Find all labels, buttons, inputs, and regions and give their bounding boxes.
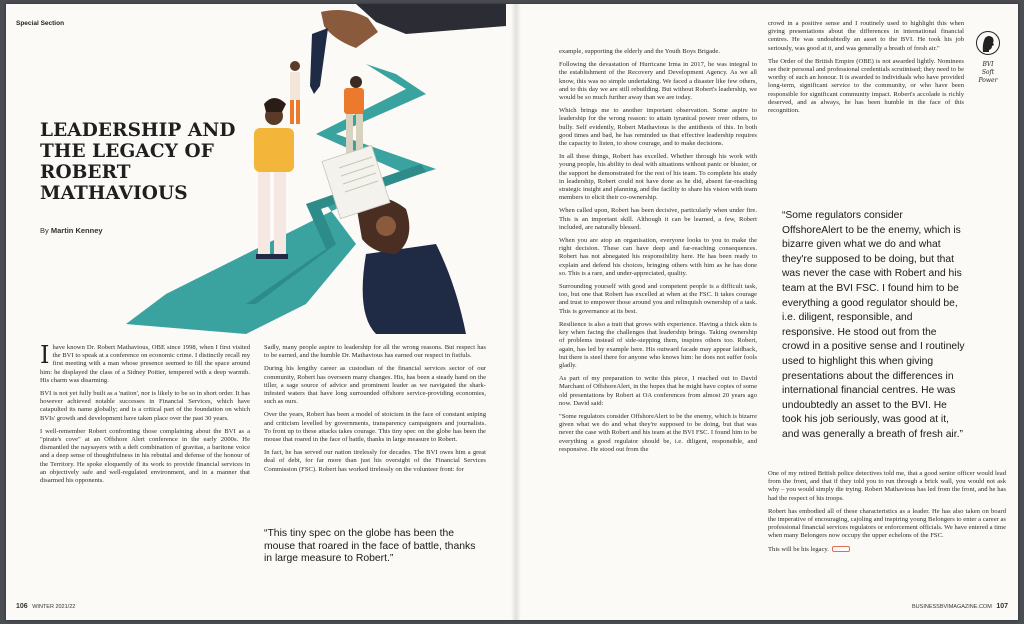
page-gutter xyxy=(511,4,521,620)
paragraph: When you are atop an organisation, everyone looks to you to make the right decision. These can have deep and far-reaching consequences. Robert has not abnegated his responsibility here. He has been ready to explain and defend his choices, bringing others with him as he has done so. This is a rare, and under-appreciated, quality. xyxy=(559,237,757,277)
paragraph: Robert has embodied all of these characteristics as a leader. He has also taken on board the imperative of encouraging, cajoling and inspiring young Belongers to enter a career as professional financial services regulators or enforcement officials. We have entered a time when many Belongers now occupy the upper echelons of the FSC. xyxy=(768,507,1006,540)
author-name: Martin Kenney xyxy=(50,226,103,235)
pen xyxy=(310,28,328,94)
logo-line-3: Power xyxy=(978,77,998,84)
byline-prefix: By xyxy=(40,226,49,235)
paragraph: example, supporting the elderly and the Youth Boys Brigade. xyxy=(559,48,720,55)
footer-left xyxy=(16,603,75,610)
hand-sleeve xyxy=(356,4,506,34)
paragraph: In fact, he has served our nation tirelessly for decades. The BVI owes him a great deal of debt, for far more than just his oversight of the Financial Services Commission (FSC). Robert has worked tirelessly on the volunteer front: for xyxy=(264,449,486,473)
pull-quote-left: “This tiny spec on the globe has been the mouse that roared in the face of battle, thanks in large measure to Robert.” xyxy=(264,528,476,565)
byline xyxy=(40,226,103,235)
issue-label: WINTER 2021/22 xyxy=(32,604,76,610)
paragraph: BVI is not yet fully built as a 'nation', nor is likely to be so in short order. It has however achieved notable successes in Financial Services, which have catapulted its name globally; and is a critical part of the foundation on which BVIs' growth and development have taken place over the past 30 years. xyxy=(40,390,250,422)
column-2 xyxy=(264,344,486,479)
paragraph: crowd in a positive sense and I routinely used to highlight this when giving presentations about the differences in international financial centres. He was undoubtedly an asset to the BVI. He took his job seriously, was good at it, and was generally a breath of fresh air." xyxy=(768,20,964,52)
column-4-bottom xyxy=(768,470,1006,559)
pull-quote-right: “Some regulators consider OffshoreAlert to be the enemy, which is bizarre given what we do and what they're supposed to be doing, but that was never the case with Robert and his team at the BVI FSC. I found him to be everything a good regulator should be, i.e. diligent, responsible, and responsive. He stood out from the crowd in a positive sense and I routinely used to highlight this when giving presentations about the differences in international financial centres. He was undoubtedly an asset to the BVI. He took his job seriously, was good at it, and was generally a breath of fresh air.” xyxy=(782,210,965,440)
paragraph: "Some regulators consider OffshoreAlert to be the enemy, which is bizarre given what we do and what they're supposed to be doing, but that was never the case with Robert and his team at the BVI FSC. I found him to be everything a good regulator should be, i.e. diligent, responsible, and responsive. He stood out from the xyxy=(559,412,757,453)
paragraph: Which brings me to another important observation. Some aspire to leadership for the wrong reason: to attain tyranical power over others, to bully. Self evidently, Robert Mathavious is the antithesis of this. In both good times and bad, he has reminded us that effective leadership requires the capacity to listen, to show courage, and to make decisions. xyxy=(559,107,757,148)
article-headline: LEADERSHIP AND THE LEGACY OF ROBERT MATHAVIOUS xyxy=(40,120,236,204)
drop-cap: I xyxy=(40,341,50,369)
logo-line-2: Soft xyxy=(981,69,995,76)
logo-line-1: BVI xyxy=(982,61,994,68)
paragraph: Resilience is also a trait that grows with experience. Having a thick skin is key when facing the challenges that leadership brings. Taking ownership of problems instead of side-stepping them, inspires others too. Robert, again, has led by example here. His outward facade may appear laidback, but there is steel there for anyone who knows him: he does not suffer fools gladly. xyxy=(559,320,757,369)
woman-body xyxy=(363,244,466,334)
paragraph: Following the devastation of Hurricane Irma in 2017, he was integral to the establishment of the Recovery and Development Agency. As we all know, this was no simple undertaking. We faced a disaster like few others, and to this day we are still rebuilding. But without Robert's leadership, we would be so much further away than we are today. xyxy=(559,61,757,102)
column-1 xyxy=(40,341,250,490)
column-4-top xyxy=(768,20,964,120)
paragraph: Ihave known Dr. Robert Mathavious, OBE since 1998, when I first visited the BVI to speak at a conference on economic crime. I distinctly recall my first meeting with a man whose presence seemed to fill the space around him: he displayed the class of a Sidney Poitier, tempered with a deep warmth. His charm was disarming. xyxy=(40,341,250,384)
site-url: BUSINESSBVIMAGAZINE.COM xyxy=(912,604,992,610)
paragraph: Sadly, many people aspire to leadership for all the wrong reasons. But respect has to be earned, and the humble Dr. Mathavious has earned our respect in fistfuls. xyxy=(264,344,486,360)
magazine-spread xyxy=(6,4,1018,620)
closing-line: This will be his legacy. xyxy=(768,545,829,553)
paragraph: In all these things, Robert has excelled. Whether through his work with young people, his ability to deal with situations without panic or bluster, or the support he demonstrated for the rest of his team. To complete his study in leadership, Robert could not have done as he did, absent far-reaching strategic insight and planning, and the facility to share his vision with team members to elicit their co-ownership. xyxy=(559,153,757,202)
paragraph: Surrounding yourself with good and competent people is a difficult task, too, but one that Robert has excelled at when at the FSC. It takes courage and trust to empower those around you and relinquish ownership of a task. This is governance at its best. xyxy=(559,283,757,315)
paragraph xyxy=(768,546,1006,554)
page-number-left: 106 xyxy=(16,603,28,610)
paragraph: During his lengthy career as custodian of the financial services sector of our community, Robert has overseen many changes. His, has been a steady hand on the tiller, a sage source of advice and prominent leader as we navigated the shark-infested waters that have long surrounded offshore service-providing economies, such as ours. xyxy=(264,365,486,406)
paragraph: I well-remember Robert confronting those complaining about the BVI as a "pirate's cove" at an Offshore Alert conference in the early 2000s. He dismantled the naysayers with a deft combination of gravitas, a baritone voice and a deep sense of thoughtfulness in his rebuttal and defense of the honour of the Territory. He spoke eloquently of its work to provide financial services in an objectively safe and well-regulated environment, and in a manner that disarmed his opponents. xyxy=(40,427,250,485)
paragraph: One of my retired British police detectives told me, that a good senior officer would lead from the front, and that if they told you to run through a brick wall, you would not ask why – you would simply die trying. Robert Mathavious has led from the front, and he has had the respect of his troops. xyxy=(768,470,1006,502)
section-label: Special Section xyxy=(16,20,65,27)
paragraph: When called upon, Robert has been decisive, particularly when under fire. This is an important skill. Although it can be learned, a few, Robert included, are naturally blessed. xyxy=(559,207,757,231)
paragraph: Over the years, Robert has been a model of stoicism in the face of constant sniping and criticism levelled by governments, transparency campaigners and journalists. To front up to these attacks takes courage. This tiny spec on the globe has been the mouse that roared in the face of battle, thanks in large measure to Robert. xyxy=(264,411,486,444)
column-3 xyxy=(559,48,757,459)
paragraph: As part of my preparation to write this piece, I reached out to David Marchant of OffshoreAlert, in the hopes that he might have copies of some old presentations by Robert at OA conferences from almost 20 years ago now. David said: xyxy=(559,375,757,407)
profile-head-icon xyxy=(976,30,1000,56)
page-number-right: 107 xyxy=(996,603,1008,610)
paragraph: The Order of the British Empire (OBE) is not awarded lightly. Nominees see their personal and professional credentials scrutinised; they need to be worthy of such an honour. It is awarded to individuals who have provided long-term, significant service to the community, or who have been responsible for significant community impact. Robert's accolade is richly deserved, and as always, he has been humble in the face of this recognition. xyxy=(768,57,964,115)
bvi-soft-power-logo xyxy=(971,30,1005,85)
end-mark-icon xyxy=(832,546,850,552)
footer-right xyxy=(912,603,1008,610)
